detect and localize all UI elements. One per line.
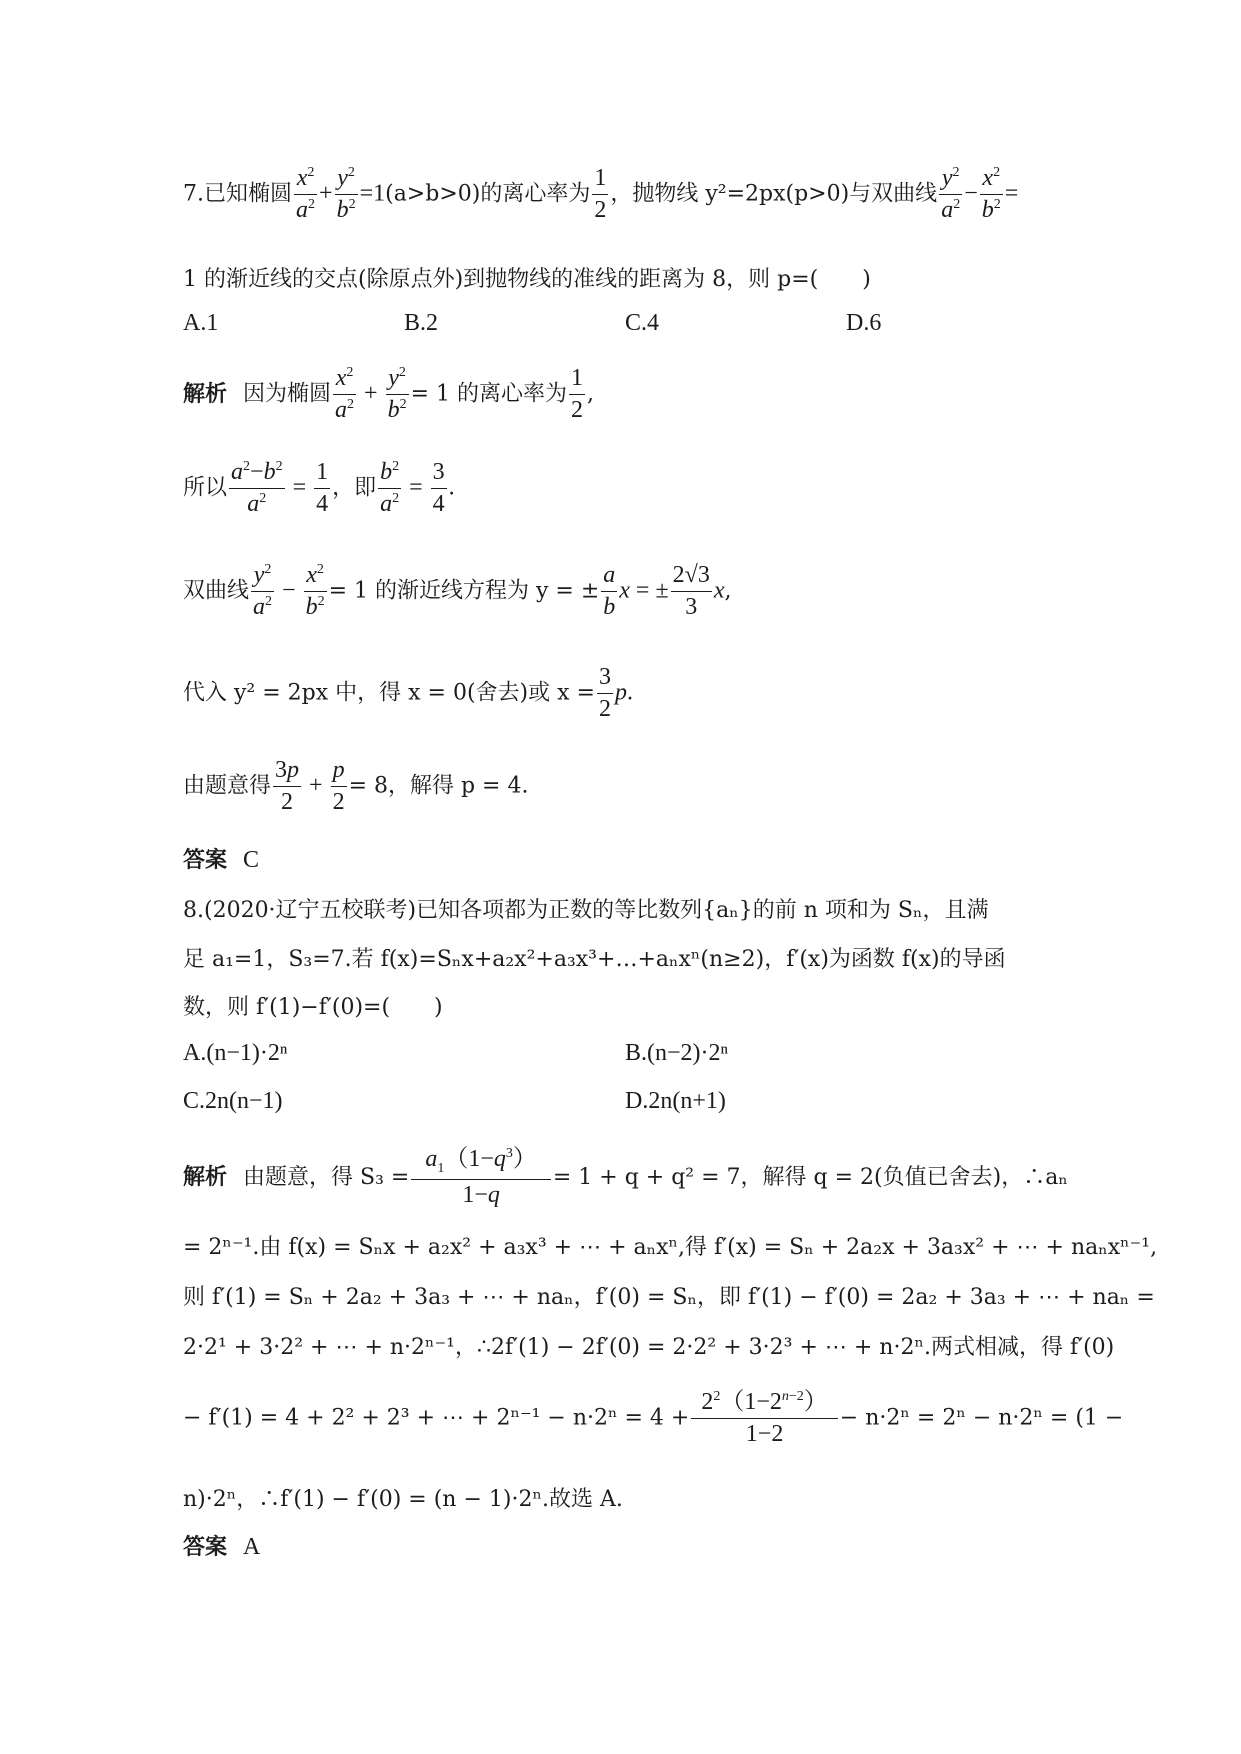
answer-label: 答案 <box>183 847 228 873</box>
q7-solution-5: 由题意得 $\frac{3p}{2}$ + $\frac{p}{2}$ = 8，解得 p = 4. <box>183 757 529 816</box>
solution-label: 解析 <box>183 1163 228 1190</box>
q8-solution-5: − f′(1) = 4 + 2² + 2³ + ⋯ + 2ⁿ⁻¹ − n·2ⁿ = 4 + $\frac{2^2(1-2^{n-2})}{1-2}$ − n·2ⁿ = 2ⁿ − n·2ⁿ = (1 − <box>183 1389 1124 1448</box>
q7-answer <box>183 843 259 874</box>
frac-x2-a2: $\frac{x^2}{a^2}$ <box>296 165 316 224</box>
answer-label: 答案 <box>183 1534 228 1560</box>
q7-option-a: A.1 <box>183 310 219 336</box>
q8-option-b: B.(n−2)·2ⁿ <box>625 1040 729 1066</box>
frac-x2-b2: $\frac{x^2}{b^2}$ <box>981 165 1001 224</box>
q8-line-3: 数，则 f′(1)−f′(0)=( ) <box>183 995 443 1020</box>
q8-option-c: C.2n(n−1) <box>183 1088 283 1114</box>
q7-option-d: D.6 <box>846 310 882 336</box>
q7-solution-4: 代入 y² = 2px 中，得 x = 0(舍去)或 x = $\frac{3}{2}$ p. <box>183 664 633 723</box>
q8-solution-1: 解析 由题意，得 S₃ = $\frac{a_1(1-q^3)}{1-q}$ = 1 + q + q² = 7，解得 q = 2(负值已舍去)，∴aₙ <box>183 1146 1068 1209</box>
q7-solution-1: 解析 因为椭圆 $\frac{x^2}{a^2}$ + $\frac{y^2}{b^2}$ = 1 的离心率为 $\frac{1}{2}$ , <box>183 365 594 424</box>
q7-option-c: C.4 <box>625 310 660 336</box>
q8-option-a: A.(n−1)·2ⁿ <box>183 1040 288 1066</box>
frac-1-2: $\frac{1}{2}$ <box>594 165 607 224</box>
q7-number: 7. <box>183 181 204 207</box>
q8-solution-2: = 2ⁿ⁻¹.由 f(x) = Sₙx + a₂x² + a₃x³ + ⋯ + aₙxⁿ,得 f′(x) = Sₙ + 2a₂x + 3a₃x² + ⋯ + naₙxⁿ⁻¹, <box>183 1235 1158 1260</box>
q7-option-b: B.2 <box>404 310 439 336</box>
q8-line-2: 足 a₁=1，S₃=7.若 f(x)=Sₙx+a₂x²+a₃x³+…+aₙxⁿ(n≥2)，f′(x)为函数 f(x)的导函 <box>183 947 1006 972</box>
q7-line-1: 7.已知椭圆 $\frac{x^2}{a^2}$ + $\frac{y^2}{b^2}$ =1(a>b>0)的离心率为 $\frac{1}{2}$ ，抛物线 y²=2px(p>0)与双曲线 $\frac{y^2}{a^2}$ − $\frac{x^2}{b^2}$ = <box>183 165 1019 224</box>
q8-answer-value: A <box>243 1534 261 1560</box>
q7-line-2: 1 的渐近线的交点(除原点外)到抛物线的准线的距离为 8，则 p=( ) <box>183 267 871 292</box>
frac-y2-b2: $\frac{y^2}{b^2}$ <box>336 165 356 224</box>
q8-solution-4: 2·2¹ + 3·2² + ⋯ + n·2ⁿ⁻¹，∴2f′(1) − 2f′(0) = 2·2² + 3·2³ + ⋯ + n·2ⁿ.两式相减，得 f′(0) <box>183 1335 1115 1360</box>
solution-label: 解析 <box>183 380 228 407</box>
q8-answer <box>183 1530 260 1561</box>
q8-line-1: 8.(2020·辽宁五校联考)已知各项都为正数的等比数列{aₙ}的前 n 项和为 Sₙ，且满 <box>183 898 989 923</box>
q7-solution-2: 所以 $\frac{a^2-b^2}{a^2}$ = $\frac{1}{4}$ ，即 $\frac{b^2}{a^2}$ = $\frac{3}{4}$ . <box>183 459 455 518</box>
q8-solution-3: 则 f′(1) = Sₙ + 2a₂ + 3a₃ + ⋯ + naₙ，f′(0) = Sₙ，即 f′(1) − f′(0) = 2a₂ + 3a₃ + ⋯ + naₙ = <box>183 1285 1155 1310</box>
q8-option-d: D.2n(n+1) <box>625 1088 726 1114</box>
q8-solution-6: n)·2ⁿ，∴f′(1) − f′(0) = (n − 1)·2ⁿ.故选 A. <box>183 1487 623 1512</box>
frac-y2-a2: $\frac{y^2}{a^2}$ <box>941 165 961 224</box>
q7-solution-3: 双曲线 $\frac{y^2}{a^2}$ − $\frac{x^2}{b^2}$ = 1 的渐近线方程为 y = ± $\frac{a}{b}$ x = ± $\frac{2√3}{3}$ x, <box>183 562 732 621</box>
q7-answer-value: C <box>243 847 260 873</box>
